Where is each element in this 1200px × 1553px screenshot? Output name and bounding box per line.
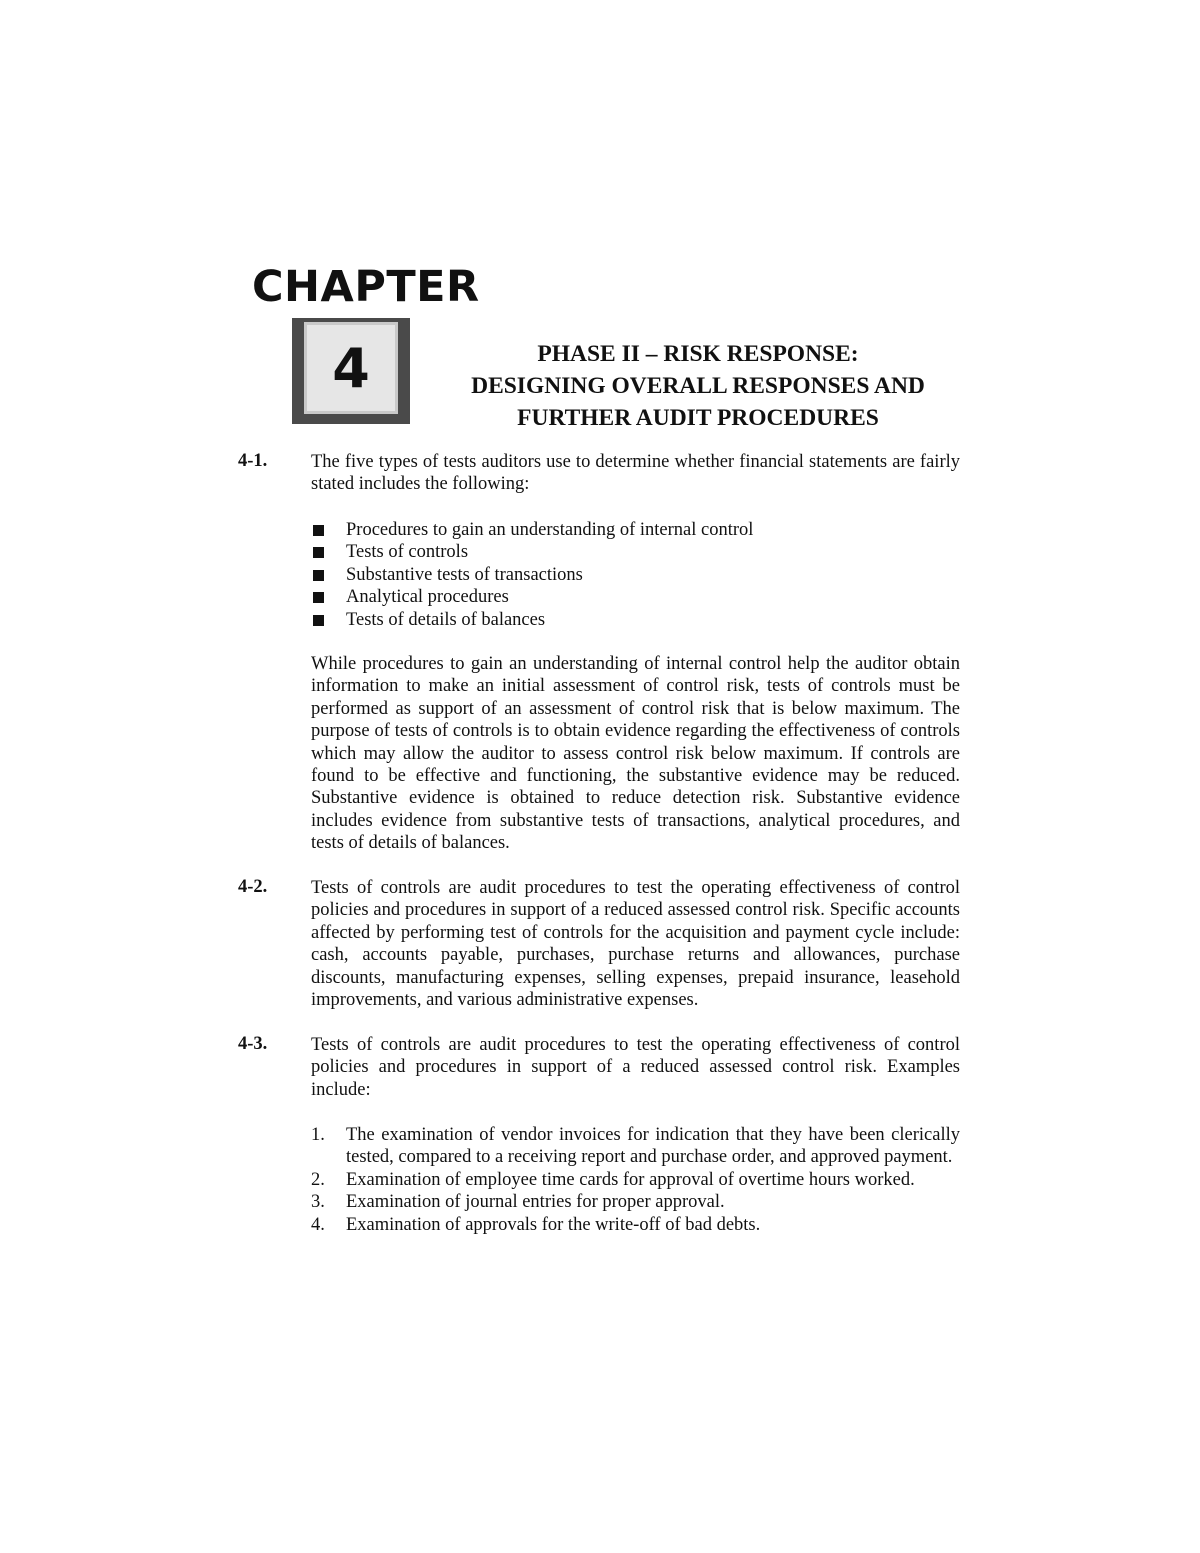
question-label-4-2: 4-2. — [238, 877, 268, 897]
question-label-4-1: 4-1. — [238, 451, 268, 471]
list-item — [311, 541, 960, 563]
question-label-4-3: 4-3. — [238, 1034, 268, 1054]
list-item-text: Examination of approvals for the write-off of bad debts. — [346, 1214, 761, 1235]
list-item-text: Analytical procedures — [346, 587, 509, 608]
square-bullet-icon — [313, 570, 324, 581]
question-4-3-numbered-list — [311, 1124, 960, 1236]
square-bullet-icon — [313, 525, 324, 536]
list-item — [311, 1124, 960, 1169]
chapter-number: 4 — [332, 336, 370, 400]
square-bullet-icon — [313, 592, 324, 603]
list-item-number: 2. — [311, 1169, 325, 1190]
square-bullet-icon — [313, 615, 324, 626]
chapter-number-badge — [292, 318, 410, 424]
question-4-1-intro: The five types of tests auditors use to determine whether financial statements are fairly stated includes the following: — [311, 452, 960, 495]
chapter-title — [424, 338, 972, 434]
question-4-2-body: Tests of controls are audit procedures to test the operating effectiveness of control policies and procedures in support of a reduced assessed control risk. Specific accounts affected by performing test of controls for the acquisition and payment cycle include: cash, accounts payable, purchases, purchase returns and allowances, purchase discounts, manufacturing expenses, selling expenses, prepaid insurance, leasehold improvements, and various administrative expenses. — [311, 878, 960, 1011]
question-4-1-bullet-list — [311, 519, 960, 631]
list-item — [311, 1214, 960, 1236]
chapter-title-line-3: FURTHER AUDIT PROCEDURES — [517, 405, 879, 431]
chapter-title-line-2: DESIGNING OVERALL RESPONSES AND — [471, 373, 925, 399]
question-4-1-body: While procedures to gain an understanding of internal control help the auditor obtain information to make an initial assessment of control risk, tests of controls must be performed as support of an assessment of control risk that is below maximum. The purpose of tests of controls is to obtain evidence regarding the effectiveness of controls which may allow the auditor to assess control risk below maximum. If controls are found to be effective and functioning, the substantive evidence may be reduced. Substantive evidence is obtained to reduce detection risk. Substantive evidence includes evidence from substantive tests of transactions, analytical procedures, and tests of details of balances. — [311, 654, 960, 854]
list-item-number: 4. — [311, 1214, 325, 1235]
list-item-number: 1. — [311, 1125, 325, 1145]
chapter-heading: CHAPTER — [252, 262, 480, 312]
list-item-text: Substantive tests of transactions — [346, 564, 583, 585]
chapter-title-line-1: PHASE II – RISK RESPONSE: — [537, 341, 859, 367]
list-item-text: The examination of vendor invoices for indication that they have been clerically tested, compared to a receiving report and purchase order, and approved payment. — [346, 1125, 960, 1168]
list-item — [311, 609, 960, 631]
list-item-text: Procedures to gain an understanding of internal control — [346, 520, 754, 540]
list-item — [311, 564, 960, 586]
list-item — [311, 586, 960, 608]
question-4-3-intro: Tests of controls are audit procedures to test the operating effectiveness of control policies and procedures in support of a reduced assessed control risk. Examples include: — [311, 1035, 960, 1100]
square-bullet-icon — [313, 547, 324, 558]
list-item-text: Tests of details of balances — [346, 609, 546, 630]
list-item-text: Examination of journal entries for proper approval. — [346, 1192, 725, 1213]
list-item-text: Examination of employee time cards for approval of overtime hours worked. — [346, 1169, 915, 1190]
list-item — [311, 1191, 960, 1213]
list-item — [311, 519, 960, 541]
list-item-number: 3. — [311, 1192, 325, 1213]
list-item-text: Tests of controls — [346, 542, 469, 563]
list-item — [311, 1169, 960, 1191]
